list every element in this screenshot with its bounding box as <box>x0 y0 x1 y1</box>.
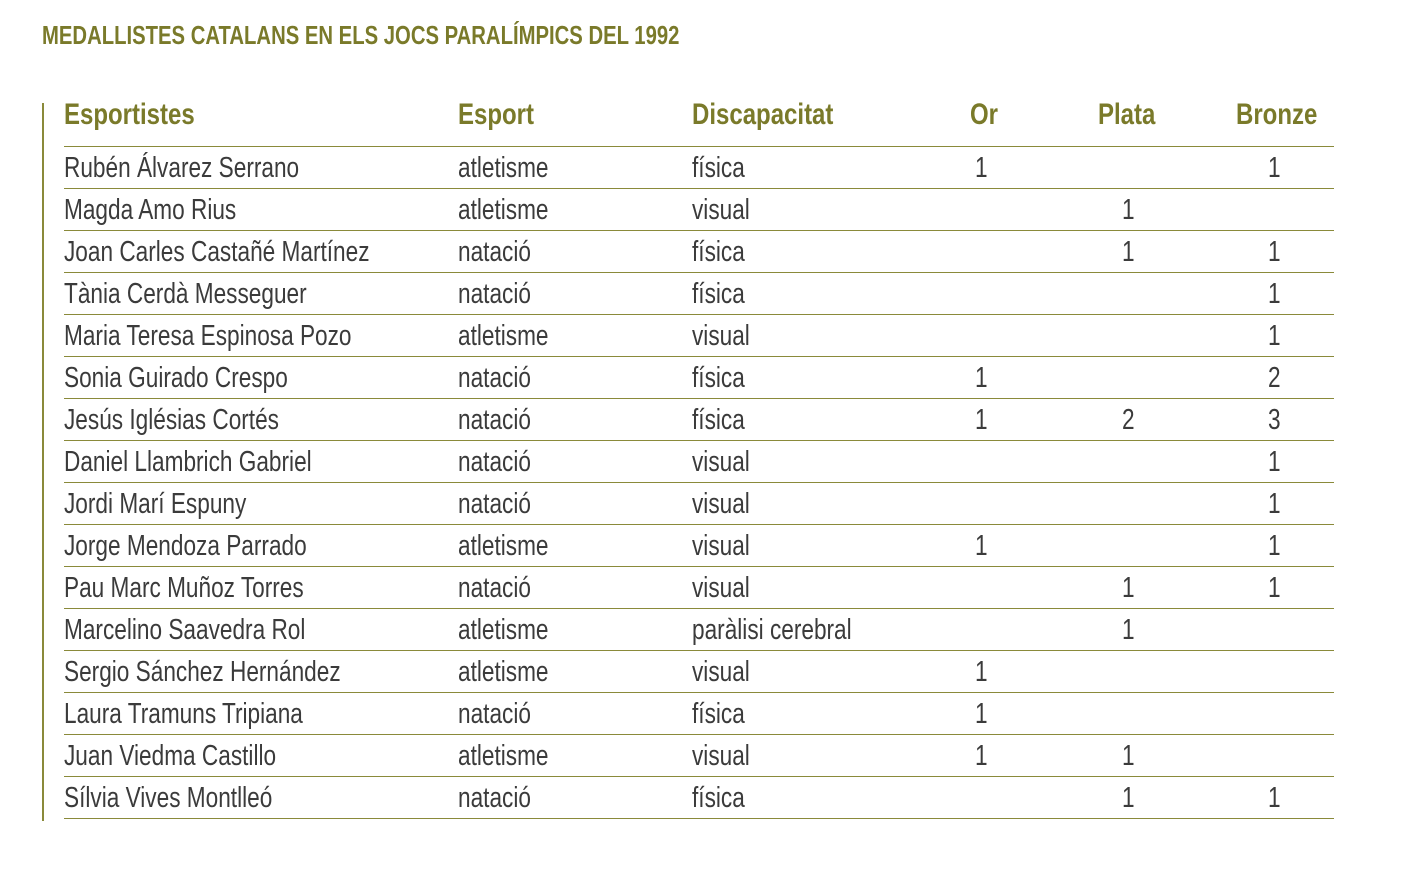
cell-disability: visual <box>692 320 750 352</box>
table-row <box>64 609 1334 651</box>
cell-sport: atletisme <box>458 740 549 772</box>
table-row <box>64 777 1334 819</box>
cell-sport: atletisme <box>458 530 549 562</box>
cell-disability: visual <box>692 194 750 226</box>
cell-disability: visual <box>692 572 750 604</box>
cell-name: Maria Teresa Espinosa Pozo <box>64 320 352 352</box>
table-row <box>64 651 1334 693</box>
cell-bronze: 1 <box>1268 782 1281 814</box>
cell-sport: atletisme <box>458 320 549 352</box>
cell-sport: atletisme <box>458 194 549 226</box>
cell-silver: 1 <box>1122 194 1135 226</box>
cell-disability: física <box>692 152 745 184</box>
cell-sport: natació <box>458 698 531 730</box>
header-gold: Or <box>970 98 999 131</box>
cell-disability: paràlisi cerebral <box>692 614 852 646</box>
header-bronze: Bronze <box>1236 98 1318 131</box>
cell-name: Rubén Álvarez Serrano <box>64 152 300 184</box>
cell-gold: 1 <box>975 656 988 688</box>
table-row <box>64 567 1334 609</box>
cell-disability: física <box>692 278 745 310</box>
cell-gold: 1 <box>975 698 988 730</box>
cell-disability: visual <box>692 488 750 520</box>
cell-sport: natació <box>458 782 531 814</box>
cell-bronze: 1 <box>1268 446 1281 478</box>
header-sport: Esport <box>458 98 535 131</box>
cell-disability: visual <box>692 656 750 688</box>
table-row <box>64 357 1334 399</box>
header-silver: Plata <box>1098 98 1156 131</box>
cell-name: Tània Cerdà Messeguer <box>64 278 307 310</box>
page-title: MEDALLISTES CATALANS EN ELS JOCS PARALÍMPICS DEL 1992 <box>42 20 680 50</box>
table-row <box>64 273 1334 315</box>
table-row <box>64 483 1334 525</box>
cell-bronze: 1 <box>1268 236 1281 268</box>
cell-name: Sílvia Vives Montlleó <box>64 782 273 814</box>
cell-name: Daniel Llambrich Gabriel <box>64 446 312 478</box>
table-row <box>64 693 1334 735</box>
cell-sport: natació <box>458 236 531 268</box>
cell-disability: física <box>692 404 745 436</box>
cell-disability: visual <box>692 446 750 478</box>
cell-sport: natació <box>458 488 531 520</box>
cell-name: Jesús Iglésias Cortés <box>64 404 279 436</box>
cell-gold: 1 <box>975 404 988 436</box>
cell-silver: 1 <box>1122 236 1135 268</box>
table-row <box>64 735 1334 777</box>
cell-name: Laura Tramuns Tripiana <box>64 698 303 730</box>
cell-bronze: 1 <box>1268 152 1281 184</box>
cell-silver: 1 <box>1122 740 1135 772</box>
cell-name: Joan Carles Castañé Martínez <box>64 236 370 268</box>
cell-name: Magda Amo Rius <box>64 194 237 226</box>
cell-bronze: 1 <box>1268 530 1281 562</box>
cell-sport: atletisme <box>458 656 549 688</box>
cell-disability: visual <box>692 740 750 772</box>
cell-gold: 1 <box>975 530 988 562</box>
table-row <box>64 147 1334 189</box>
cell-bronze: 3 <box>1268 404 1281 436</box>
table-header <box>64 94 1334 147</box>
cell-silver: 1 <box>1122 572 1135 604</box>
cell-disability: física <box>692 782 745 814</box>
cell-bronze: 2 <box>1268 362 1281 394</box>
cell-bronze: 1 <box>1268 488 1281 520</box>
table-row <box>64 189 1334 231</box>
cell-sport: natació <box>458 572 531 604</box>
cell-name: Jorge Mendoza Parrado <box>64 530 307 562</box>
cell-sport: natació <box>458 404 531 436</box>
table-body <box>64 147 1334 819</box>
cell-name: Sonia Guirado Crespo <box>64 362 288 394</box>
table-row <box>64 231 1334 273</box>
cell-silver: 1 <box>1122 782 1135 814</box>
cell-silver: 1 <box>1122 614 1135 646</box>
medalists-table <box>64 94 1334 819</box>
cell-name: Jordi Marí Espuny <box>64 488 247 520</box>
cell-sport: natació <box>458 278 531 310</box>
table-row <box>64 441 1334 483</box>
cell-sport: natació <box>458 362 531 394</box>
cell-gold: 1 <box>975 740 988 772</box>
cell-bronze: 1 <box>1268 320 1281 352</box>
table-row <box>64 525 1334 567</box>
cell-name: Juan Viedma Castillo <box>64 740 277 772</box>
left-rule <box>42 103 44 821</box>
cell-sport: atletisme <box>458 614 549 646</box>
cell-silver: 2 <box>1122 404 1135 436</box>
header-name: Esportistes <box>64 98 195 131</box>
cell-sport: natació <box>458 446 531 478</box>
cell-gold: 1 <box>975 362 988 394</box>
cell-bronze: 1 <box>1268 278 1281 310</box>
cell-name: Marcelino Saavedra Rol <box>64 614 306 646</box>
cell-disability: física <box>692 236 745 268</box>
table-row <box>64 315 1334 357</box>
cell-disability: física <box>692 362 745 394</box>
cell-name: Pau Marc Muñoz Torres <box>64 572 304 604</box>
cell-gold: 1 <box>975 152 988 184</box>
cell-sport: atletisme <box>458 152 549 184</box>
cell-bronze: 1 <box>1268 572 1281 604</box>
cell-disability: visual <box>692 530 750 562</box>
cell-disability: física <box>692 698 745 730</box>
header-disability: Discapacitat <box>692 98 834 131</box>
table-row <box>64 399 1334 441</box>
cell-name: Sergio Sánchez Hernández <box>64 656 341 688</box>
